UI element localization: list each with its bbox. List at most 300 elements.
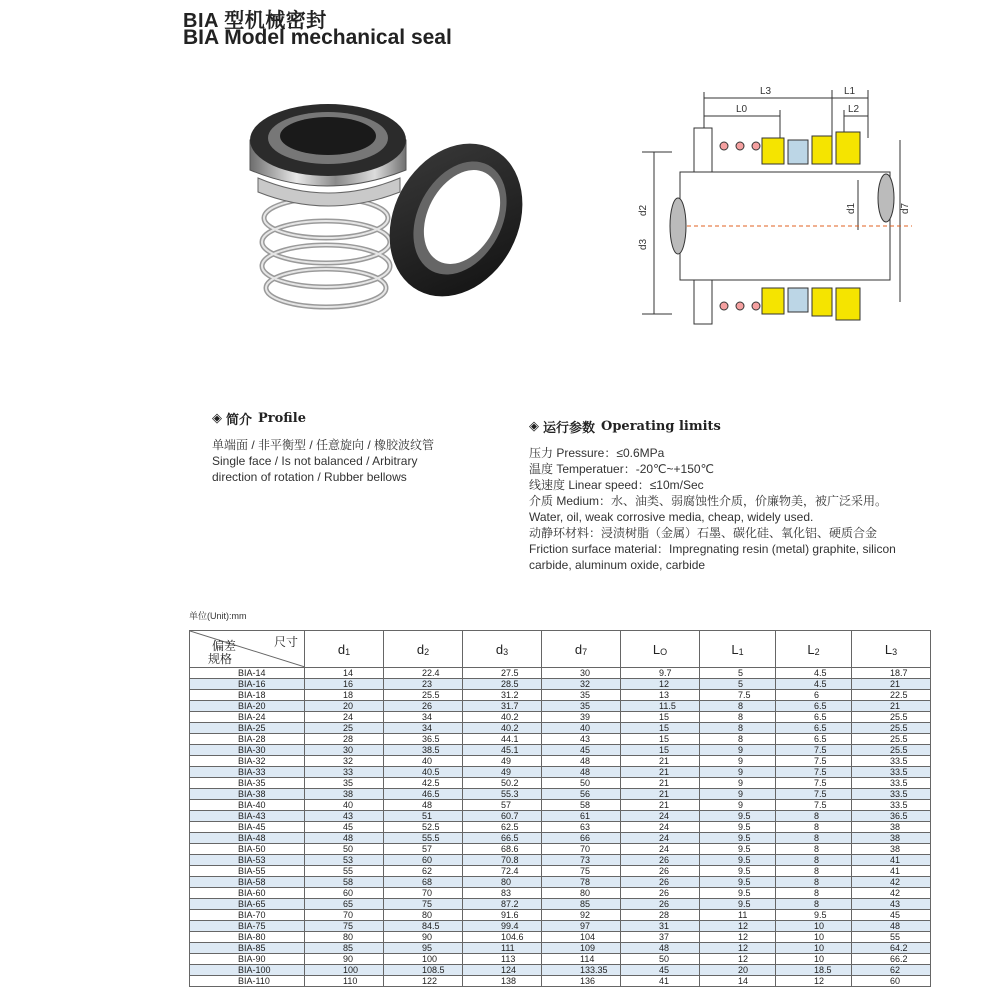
cell-l3: 25.5 — [852, 723, 931, 734]
cell-model: BIA-40 — [190, 800, 305, 811]
table-row — [190, 844, 931, 855]
cell-d1: 65 — [305, 899, 384, 910]
cell-l3: 36.5 — [852, 811, 931, 822]
cell-d7: 45 — [542, 745, 621, 756]
dim-d2: d2 — [638, 204, 649, 216]
cell-l0: 31 — [621, 921, 700, 932]
cell-d1: 30 — [305, 745, 384, 756]
table-row — [190, 690, 931, 701]
cell-d1: 16 — [305, 679, 384, 690]
cell-l0: 50 — [621, 954, 700, 965]
cell-l2: 7.5 — [776, 756, 852, 767]
cell-d1: 28 — [305, 734, 384, 745]
cell-d7: 85 — [542, 899, 621, 910]
cell-l1: 14 — [700, 976, 776, 987]
corner-deviation: 偏差 — [212, 639, 237, 653]
cell-d7: 114 — [542, 954, 621, 965]
cell-d7: 43 — [542, 734, 621, 745]
table-row — [190, 800, 931, 811]
cell-model: BIA-100 — [190, 965, 305, 976]
cell-d7: 48 — [542, 767, 621, 778]
cell-l2: 4.5 — [776, 668, 852, 679]
dim-l0: L0 — [736, 104, 748, 115]
profile-heading-cn: 简介 — [226, 413, 253, 428]
cell-l3: 22.5 — [852, 690, 931, 701]
cell-l2: 8 — [776, 822, 852, 833]
diamond-target-icon: ◈ — [212, 411, 222, 426]
cell-l2: 8 — [776, 888, 852, 899]
table-row — [190, 734, 931, 745]
limits-line: 介质 Medium：水、油类、弱腐蚀性介质，价廉物美，被广泛采用。 — [529, 494, 888, 508]
profile-line: 单端面 / 非平衡型 / 任意旋向 / 橡胶波纹管 — [212, 438, 435, 452]
cell-d7: 61 — [542, 811, 621, 822]
cell-d3: 49 — [463, 767, 542, 778]
cell-d2: 46.5 — [384, 789, 463, 800]
cell-d1: 48 — [305, 833, 384, 844]
dim-d3: d3 — [638, 238, 649, 250]
cell-d3: 138 — [463, 976, 542, 987]
cell-l0: 15 — [621, 723, 700, 734]
cell-model: BIA-50 — [190, 844, 305, 855]
cell-d3: 80 — [463, 877, 542, 888]
cell-l0: 15 — [621, 712, 700, 723]
cell-l0: 26 — [621, 899, 700, 910]
cell-d1: 53 — [305, 855, 384, 866]
cell-l3: 25.5 — [852, 734, 931, 745]
cell-d1: 75 — [305, 921, 384, 932]
table-row — [190, 789, 931, 800]
cell-d7: 63 — [542, 822, 621, 833]
cell-l3: 48 — [852, 921, 931, 932]
cell-d3: 87.2 — [463, 899, 542, 910]
col-l2: L2 — [776, 631, 852, 668]
cell-l3: 45 — [852, 910, 931, 921]
cell-d3: 104.6 — [463, 932, 542, 943]
cell-d1: 18 — [305, 690, 384, 701]
cell-l1: 9 — [700, 778, 776, 789]
profile-line: direction of rotation / Rubber bellows — [212, 470, 407, 484]
cell-l1: 12 — [700, 921, 776, 932]
cell-d7: 136 — [542, 976, 621, 987]
table-row — [190, 943, 931, 954]
cell-l0: 24 — [621, 844, 700, 855]
table-row — [190, 767, 931, 778]
table-row — [190, 954, 931, 965]
cell-d2: 122 — [384, 976, 463, 987]
cell-l3: 21 — [852, 701, 931, 712]
cell-model: BIA-70 — [190, 910, 305, 921]
cell-d1: 70 — [305, 910, 384, 921]
cell-model: BIA-60 — [190, 888, 305, 899]
cell-l1: 9.5 — [700, 822, 776, 833]
cell-d3: 70.8 — [463, 855, 542, 866]
cell-l1: 20 — [700, 965, 776, 976]
table-row — [190, 745, 931, 756]
cell-d2: 68 — [384, 877, 463, 888]
cell-d1: 58 — [305, 877, 384, 888]
cell-l2: 6 — [776, 690, 852, 701]
cell-d3: 40.2 — [463, 712, 542, 723]
cell-d7: 35 — [542, 701, 621, 712]
cell-l3: 21 — [852, 679, 931, 690]
cell-d2: 70 — [384, 888, 463, 899]
cell-l2: 6.5 — [776, 734, 852, 745]
cell-d1: 60 — [305, 888, 384, 899]
cell-d2: 34 — [384, 723, 463, 734]
table-row — [190, 965, 931, 976]
cell-model: BIA-16 — [190, 679, 305, 690]
cell-l1: 8 — [700, 712, 776, 723]
cell-d3: 28.5 — [463, 679, 542, 690]
cell-l3: 33.5 — [852, 767, 931, 778]
cell-l3: 55 — [852, 932, 931, 943]
cell-d7: 73 — [542, 855, 621, 866]
cell-d2: 38.5 — [384, 745, 463, 756]
cell-d3: 45.1 — [463, 745, 542, 756]
cell-d2: 84.5 — [384, 921, 463, 932]
cell-d2: 80 — [384, 910, 463, 921]
cell-d3: 113 — [463, 954, 542, 965]
cell-d1: 20 — [305, 701, 384, 712]
cell-l0: 21 — [621, 789, 700, 800]
cell-l1: 7.5 — [700, 690, 776, 701]
corner-spec: 规格 — [208, 652, 233, 666]
cell-l0: 21 — [621, 767, 700, 778]
corner-size: 尺寸 — [273, 635, 298, 649]
cell-d2: 22.4 — [384, 668, 463, 679]
limits-heading-en: Operating limits — [601, 419, 721, 434]
cell-l3: 38 — [852, 822, 931, 833]
cell-l1: 9 — [700, 800, 776, 811]
cell-d2: 36.5 — [384, 734, 463, 745]
cell-model: BIA-80 — [190, 932, 305, 943]
table-row — [190, 701, 931, 712]
cell-l2: 7.5 — [776, 800, 852, 811]
table-row — [190, 899, 931, 910]
profile-body — [212, 437, 512, 485]
cell-d7: 133.35 — [542, 965, 621, 976]
table-header-row — [190, 631, 931, 668]
cell-d1: 33 — [305, 767, 384, 778]
cell-l3: 18.7 — [852, 668, 931, 679]
cell-l1: 9.5 — [700, 877, 776, 888]
cell-l2: 8 — [776, 844, 852, 855]
cell-l3: 62 — [852, 965, 931, 976]
cell-model: BIA-110 — [190, 976, 305, 987]
cell-l0: 21 — [621, 756, 700, 767]
table-row — [190, 877, 931, 888]
cell-d3: 62.5 — [463, 822, 542, 833]
cell-l2: 8 — [776, 866, 852, 877]
cell-d7: 39 — [542, 712, 621, 723]
cell-d2: 60 — [384, 855, 463, 866]
cell-l3: 25.5 — [852, 745, 931, 756]
cell-model: BIA-35 — [190, 778, 305, 789]
cell-d2: 48 — [384, 800, 463, 811]
cell-d7: 58 — [542, 800, 621, 811]
cell-l0: 24 — [621, 822, 700, 833]
cell-l0: 11.5 — [621, 701, 700, 712]
cell-d2: 90 — [384, 932, 463, 943]
cell-l1: 9.5 — [700, 899, 776, 910]
cell-l1: 9.5 — [700, 888, 776, 899]
cell-l2: 8 — [776, 833, 852, 844]
title-cn: BIA 型机械密封 — [183, 10, 327, 32]
cell-l2: 7.5 — [776, 745, 852, 756]
table-row — [190, 833, 931, 844]
table-row — [190, 756, 931, 767]
cell-d1: 25 — [305, 723, 384, 734]
cell-d1: 110 — [305, 976, 384, 987]
corner-header — [190, 631, 305, 668]
cell-l2: 6.5 — [776, 712, 852, 723]
limits-line: 动静环材料：浸渍树脂（金属）石墨、碳化硅、氧化铝、硬质合金 — [529, 526, 878, 540]
col-d2: d2 — [384, 631, 463, 668]
cell-d3: 57 — [463, 800, 542, 811]
spec-table-body — [190, 668, 931, 987]
cell-model: BIA-33 — [190, 767, 305, 778]
unit-label: 单位(Unit):mm — [189, 611, 247, 621]
cell-d7: 92 — [542, 910, 621, 921]
limits-line: 线速度 Linear speed：≤10m/Sec — [529, 478, 704, 492]
cell-d7: 75 — [542, 866, 621, 877]
title-en: BIA Model mechanical seal — [183, 26, 452, 49]
cell-l1: 5 — [700, 679, 776, 690]
cell-d2: 62 — [384, 866, 463, 877]
cell-l1: 12 — [700, 954, 776, 965]
cell-l0: 24 — [621, 811, 700, 822]
cell-l0: 26 — [621, 855, 700, 866]
cell-model: BIA-55 — [190, 866, 305, 877]
cell-l2: 8 — [776, 855, 852, 866]
table-row — [190, 866, 931, 877]
cell-l2: 9.5 — [776, 910, 852, 921]
cell-l1: 9 — [700, 756, 776, 767]
cell-l2: 8 — [776, 899, 852, 910]
cell-l0: 12 — [621, 679, 700, 690]
cell-d2: 95 — [384, 943, 463, 954]
cell-l1: 9 — [700, 745, 776, 756]
cell-d2: 108.5 — [384, 965, 463, 976]
dim-d7: d7 — [900, 202, 911, 214]
cell-d1: 55 — [305, 866, 384, 877]
cell-model: BIA-43 — [190, 811, 305, 822]
cell-model: BIA-75 — [190, 921, 305, 932]
cell-l1: 9 — [700, 767, 776, 778]
cell-l1: 5 — [700, 668, 776, 679]
cell-l1: 9.5 — [700, 866, 776, 877]
limits-line: 温度 Temperatuer：-20℃~+150℃ — [529, 462, 715, 476]
cell-d3: 49 — [463, 756, 542, 767]
cell-model: BIA-24 — [190, 712, 305, 723]
cell-d7: 78 — [542, 877, 621, 888]
dim-l3: L3 — [760, 86, 772, 97]
cell-l0: 37 — [621, 932, 700, 943]
cell-d2: 23 — [384, 679, 463, 690]
limits-line: Friction surface material：Impregnating resin (metal) graphite, silicon — [529, 542, 896, 556]
cell-d7: 104 — [542, 932, 621, 943]
cell-d2: 57 — [384, 844, 463, 855]
cell-d2: 55.5 — [384, 833, 463, 844]
cell-d3: 27.5 — [463, 668, 542, 679]
spec-table — [189, 630, 931, 987]
cell-model: BIA-14 — [190, 668, 305, 679]
col-d1: d1 — [305, 631, 384, 668]
cell-d7: 40 — [542, 723, 621, 734]
table-row — [190, 976, 931, 987]
cell-d7: 50 — [542, 778, 621, 789]
cell-l3: 41 — [852, 866, 931, 877]
diamond-target-icon: ◈ — [529, 419, 539, 434]
cell-model: BIA-32 — [190, 756, 305, 767]
cell-model: BIA-38 — [190, 789, 305, 800]
cell-l3: 33.5 — [852, 800, 931, 811]
table-row — [190, 822, 931, 833]
cell-d3: 124 — [463, 965, 542, 976]
cell-d3: 68.6 — [463, 844, 542, 855]
limits-heading-cn: 运行参数 — [543, 421, 596, 436]
cell-d7: 97 — [542, 921, 621, 932]
cell-l1: 9.5 — [700, 811, 776, 822]
cell-l2: 8 — [776, 877, 852, 888]
cell-d3: 31.2 — [463, 690, 542, 701]
cell-l3: 38 — [852, 844, 931, 855]
table-row — [190, 811, 931, 822]
cell-d2: 51 — [384, 811, 463, 822]
cell-l0: 26 — [621, 888, 700, 899]
cell-l0: 28 — [621, 910, 700, 921]
cell-l0: 15 — [621, 745, 700, 756]
cell-d1: 90 — [305, 954, 384, 965]
cell-l0: 13 — [621, 690, 700, 701]
cell-d3: 72.4 — [463, 866, 542, 877]
cell-model: BIA-65 — [190, 899, 305, 910]
cell-model: BIA-18 — [190, 690, 305, 701]
cell-d2: 75 — [384, 899, 463, 910]
cell-d7: 70 — [542, 844, 621, 855]
cell-l0: 26 — [621, 877, 700, 888]
cell-l3: 41 — [852, 855, 931, 866]
col-d7: d7 — [542, 631, 621, 668]
cell-l1: 9 — [700, 789, 776, 800]
cell-l3: 33.5 — [852, 778, 931, 789]
cell-l3: 33.5 — [852, 789, 931, 800]
table-row — [190, 712, 931, 723]
cell-l0: 41 — [621, 976, 700, 987]
cell-l3: 33.5 — [852, 756, 931, 767]
cell-model: BIA-28 — [190, 734, 305, 745]
cell-d1: 40 — [305, 800, 384, 811]
cell-d2: 40 — [384, 756, 463, 767]
cell-d3: 55.3 — [463, 789, 542, 800]
cell-d1: 43 — [305, 811, 384, 822]
dim-d1: d1 — [846, 202, 857, 214]
cell-d7: 48 — [542, 756, 621, 767]
cell-d2: 52.5 — [384, 822, 463, 833]
cell-l1: 12 — [700, 932, 776, 943]
table-row — [190, 855, 931, 866]
cell-d3: 111 — [463, 943, 542, 954]
cell-l2: 12 — [776, 976, 852, 987]
cell-l1: 8 — [700, 734, 776, 745]
profile-heading-en: Profile — [258, 411, 306, 426]
cell-l2: 10 — [776, 932, 852, 943]
cell-d7: 56 — [542, 789, 621, 800]
cell-l3: 42 — [852, 877, 931, 888]
cell-l0: 24 — [621, 833, 700, 844]
table-row — [190, 668, 931, 679]
col-l3: L3 — [852, 631, 931, 668]
cell-l3: 42 — [852, 888, 931, 899]
cell-l1: 11 — [700, 910, 776, 921]
limits-line: Water, oil, weak corrosive media, cheap, widely used. — [529, 510, 814, 524]
seal-photo — [228, 90, 528, 320]
cell-model: BIA-30 — [190, 745, 305, 756]
cell-d1: 38 — [305, 789, 384, 800]
cell-l2: 10 — [776, 921, 852, 932]
cell-model: BIA-45 — [190, 822, 305, 833]
cell-l2: 6.5 — [776, 723, 852, 734]
cell-d1: 14 — [305, 668, 384, 679]
cell-d1: 50 — [305, 844, 384, 855]
table-row — [190, 679, 931, 690]
cell-d7: 32 — [542, 679, 621, 690]
cell-l0: 21 — [621, 778, 700, 789]
cell-l1: 9.5 — [700, 833, 776, 844]
cell-l3: 25.5 — [852, 712, 931, 723]
cell-l2: 18.5 — [776, 965, 852, 976]
cell-model: BIA-58 — [190, 877, 305, 888]
col-l0: LO — [621, 631, 700, 668]
cell-l1: 12 — [700, 943, 776, 954]
cell-l1: 8 — [700, 723, 776, 734]
cell-model: BIA-25 — [190, 723, 305, 734]
cell-l0: 9.7 — [621, 668, 700, 679]
cell-l1: 9.5 — [700, 844, 776, 855]
col-l1: L1 — [700, 631, 776, 668]
limits-section — [529, 417, 929, 573]
cell-d7: 30 — [542, 668, 621, 679]
cell-d1: 100 — [305, 965, 384, 976]
cell-model: BIA-90 — [190, 954, 305, 965]
cell-d7: 109 — [542, 943, 621, 954]
profile-section — [212, 409, 512, 485]
cell-l0: 21 — [621, 800, 700, 811]
limits-heading — [529, 417, 929, 436]
cell-l0: 26 — [621, 866, 700, 877]
cell-d1: 85 — [305, 943, 384, 954]
cell-l2: 10 — [776, 943, 852, 954]
cell-d7: 80 — [542, 888, 621, 899]
cell-l3: 38 — [852, 833, 931, 844]
cell-l2: 10 — [776, 954, 852, 965]
profile-line: Single face / Is not balanced / Arbitrary — [212, 454, 418, 468]
limits-body — [529, 445, 929, 573]
cell-d1: 45 — [305, 822, 384, 833]
table-row — [190, 910, 931, 921]
cell-d7: 35 — [542, 690, 621, 701]
cell-model: BIA-20 — [190, 701, 305, 712]
cell-d7: 66 — [542, 833, 621, 844]
cell-d2: 40.5 — [384, 767, 463, 778]
limits-line: 压力 Pressure：≤0.6MPa — [529, 446, 665, 460]
cell-d2: 34 — [384, 712, 463, 723]
dim-l2: L2 — [848, 104, 860, 115]
cell-l2: 7.5 — [776, 767, 852, 778]
cell-l0: 45 — [621, 965, 700, 976]
cell-d3: 66.5 — [463, 833, 542, 844]
profile-heading — [212, 409, 512, 428]
